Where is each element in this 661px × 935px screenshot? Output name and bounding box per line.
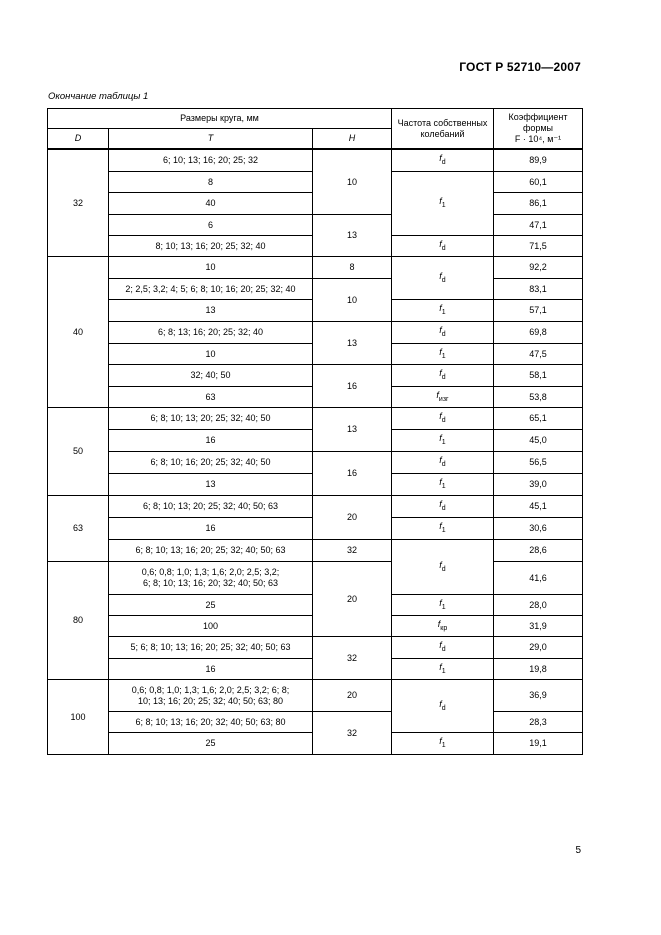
page-number: 5 <box>575 845 581 856</box>
t-cell-line: 6; 8; 10; 13; 16; 20; 32; 40; 50; 63 <box>142 578 279 588</box>
freq-cell: $f_d$ <box>392 540 494 595</box>
header-coefficient <box>494 109 583 149</box>
coef-cell: 28,6 <box>494 540 583 562</box>
h-cell: 13 <box>313 408 392 452</box>
freq-cell: $f_1$ <box>392 172 494 236</box>
h-cell: 32 <box>313 637 392 680</box>
header-sizes: Размеры круга, мм <box>48 109 392 129</box>
coef-cell: 89,9 <box>494 150 583 172</box>
t-cell: 6; 8; 10; 13; 16; 20; 32; 40; 50; 63; 80 <box>109 712 313 733</box>
coef-cell: 92,2 <box>494 257 583 279</box>
d-cell: 100 <box>48 680 109 755</box>
coef-cell: 56,5 <box>494 452 583 474</box>
t-cell-line: 0,6; 0,8; 1,0; 1,3; 1,6; 2,0; 2,5; 3,2; 6; 8; <box>131 684 290 695</box>
t-cell: 100 <box>109 616 313 637</box>
coef-cell: 29,0 <box>494 637 583 659</box>
h-cell: 8 <box>313 257 392 279</box>
h-cell: 13 <box>313 322 392 365</box>
coef-cell: 47,5 <box>494 344 583 365</box>
freq-cell: $f_1$ <box>392 518 494 540</box>
coef-cell: 19,8 <box>494 659 583 680</box>
t-cell: 25 <box>109 733 313 755</box>
coef-cell: 30,6 <box>494 518 583 540</box>
freq-cell: $f_d$ <box>392 236 494 257</box>
coef-cell: 45,1 <box>494 496 583 518</box>
coef-cell: 31,9 <box>494 616 583 637</box>
coef-cell: 65,1 <box>494 408 583 430</box>
t-cell: 10 <box>109 257 313 279</box>
t-cell: 2; 2,5; 3,2; 4; 5; 6; 8; 10; 16; 20; 25; 32; 40 <box>109 279 313 300</box>
t-cell: 8; 10; 13; 16; 20; 25; 32; 40 <box>109 236 313 257</box>
freq-cell: $f_d$ <box>392 452 494 474</box>
t-cell: 16 <box>109 518 313 540</box>
t-cell: 63 <box>109 387 313 408</box>
freq-cell: $f_1$ <box>392 474 494 496</box>
freq-cell: $f_{изг}$ <box>392 387 494 408</box>
header-h: H <box>313 129 392 149</box>
table-caption: Окончание таблицы 1 <box>48 91 149 102</box>
coef-cell: 86,1 <box>494 193 583 215</box>
coef-cell: 47,1 <box>494 215 583 236</box>
t-cell: 6; 8; 10; 13; 20; 25; 32; 40; 50; 63 <box>109 496 313 518</box>
freq-cell: $f_1$ <box>392 300 494 322</box>
h-cell: 16 <box>313 452 392 496</box>
freq-cell: $f_d$ <box>392 496 494 518</box>
t-cell: 10 <box>109 344 313 365</box>
coef-cell: 58,1 <box>494 365 583 387</box>
freq-cell: $f_{кр}$ <box>392 616 494 637</box>
h-cell: 20 <box>313 562 392 637</box>
h-cell: 13 <box>313 215 392 257</box>
t-cell-line: 10; 13; 16; 20; 25; 32; 40; 50; 63; 80 <box>137 695 284 706</box>
freq-cell: $f_1$ <box>392 344 494 365</box>
h-cell: 16 <box>313 365 392 408</box>
coef-cell: 69,8 <box>494 322 583 344</box>
t-cell <box>109 680 313 712</box>
header-coefficient-unit: F · 10⁴, м⁻¹ <box>514 134 562 144</box>
coef-cell: 71,5 <box>494 236 583 257</box>
t-cell: 25 <box>109 595 313 616</box>
coef-cell: 57,1 <box>494 300 583 322</box>
t-cell: 8 <box>109 172 313 193</box>
t-cell: 6; 8; 10; 13; 20; 25; 32; 40; 50 <box>109 408 313 430</box>
h-cell: 10 <box>313 279 392 322</box>
freq-cell: $f_1$ <box>392 733 494 755</box>
t-cell: 32; 40; 50 <box>109 365 313 387</box>
t-cell: 40 <box>109 193 313 215</box>
freq-cell: $f_d$ <box>392 365 494 387</box>
freq-cell: $f_1$ <box>392 430 494 452</box>
coef-cell: 28,3 <box>494 712 583 733</box>
d-cell: 40 <box>48 257 109 408</box>
t-cell <box>109 562 313 595</box>
freq-cell: $f_d$ <box>392 637 494 659</box>
header-t: T <box>109 129 313 149</box>
freq-cell: $f_d$ <box>392 322 494 344</box>
coef-cell: 83,1 <box>494 279 583 300</box>
header-d: D <box>48 129 109 149</box>
data-table <box>47 108 583 755</box>
h-cell: 32 <box>313 540 392 562</box>
d-cell: 32 <box>48 150 109 257</box>
t-cell: 13 <box>109 474 313 496</box>
t-cell: 16 <box>109 430 313 452</box>
coef-cell: 41,6 <box>494 562 583 595</box>
header-frequency: Частота собственных колебаний <box>392 109 494 149</box>
t-cell-line: 0,6; 0,8; 1,0; 1,3; 1,6; 2,0; 2,5; 3,2; <box>141 567 280 577</box>
freq-cell: $f_d$ <box>392 257 494 300</box>
coef-cell: 19,1 <box>494 733 583 755</box>
freq-cell: $f_1$ <box>392 595 494 616</box>
t-cell: 13 <box>109 300 313 322</box>
t-cell: 6; 10; 13; 16; 20; 25; 32 <box>109 150 313 172</box>
t-cell: 6; 8; 13; 16; 20; 25; 32; 40 <box>109 322 313 344</box>
coef-cell: 45,0 <box>494 430 583 452</box>
freq-cell: $f_d$ <box>392 680 494 733</box>
h-cell: 32 <box>313 712 392 755</box>
coef-cell: 53,8 <box>494 387 583 408</box>
d-cell: 80 <box>48 562 109 680</box>
d-cell: 50 <box>48 408 109 496</box>
coef-cell: 60,1 <box>494 172 583 193</box>
coef-cell: 28,0 <box>494 595 583 616</box>
h-cell: 20 <box>313 496 392 540</box>
h-cell: 20 <box>313 680 392 712</box>
freq-cell: $f_d$ <box>392 408 494 430</box>
freq-cell: $f_d$ <box>392 150 494 172</box>
d-cell: 63 <box>48 496 109 562</box>
t-cell: 16 <box>109 659 313 680</box>
t-cell: 6; 8; 10; 13; 16; 20; 25; 32; 40; 50; 63 <box>109 540 313 562</box>
t-cell: 5; 6; 8; 10; 13; 16; 20; 25; 32; 40; 50; 63 <box>109 637 313 659</box>
h-cell: 10 <box>313 150 392 215</box>
coef-cell: 39,0 <box>494 474 583 496</box>
coef-cell: 36,9 <box>494 680 583 712</box>
t-cell: 6 <box>109 215 313 236</box>
t-cell: 6; 8; 10; 16; 20; 25; 32; 40; 50 <box>109 452 313 474</box>
header-coefficient-title: Коэффициент формы <box>508 112 568 133</box>
document-code: ГОСТ Р 52710—2007 <box>459 60 581 74</box>
freq-cell: $f_1$ <box>392 659 494 680</box>
